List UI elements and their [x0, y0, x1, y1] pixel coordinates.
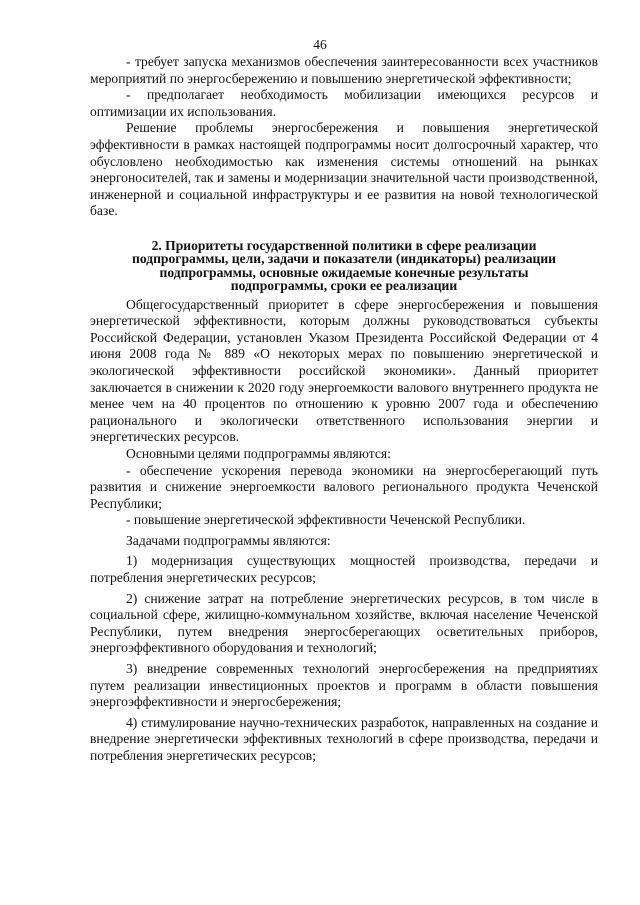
section-heading-line: подпрограммы, сроки ее реализации	[230, 278, 458, 294]
section-heading-line: 2. Приоритеты государственной политики в сфере реализации	[151, 237, 537, 253]
list-item-task-2: 2) снижение затрат на потребление энергетических ресурсов, в том числе в социальной сфере, жилищно-коммунальном хозяйстве, включая население Чеченской Республики, путем внедрения энергосберегающих осветительных приборов, энергоэффективного оборудования и технологий;	[90, 590, 598, 656]
list-item-task-4: 4) стимулирование научно-технических разработок, направленных на создание и внедрение энергетически эффективных технологий в сфере производства, передачи и потребления энергетических ресурсов;	[90, 714, 598, 763]
list-item-goal-2: - повышение энергетической эффективности Чеченской Республики.	[126, 512, 526, 528]
section-heading-line: подпрограммы, цели, задачи и показатели (индикаторы) реализации	[131, 251, 557, 267]
list-item-task-1: 1) модернизация существующих мощностей производства, передачи и потребления энергетических ресурсов;	[90, 553, 598, 586]
page-number: 46	[313, 37, 327, 52]
list-item-task-3: 3) внедрение современных технологий энергосбережения на предприятиях путем реализации инвестиционных проектов и программ в области повышения энергоэффективности и энергосбережения;	[90, 661, 598, 710]
paragraph-resource-mobilization: - предполагает необходимость мобилизации имеющихся ресурсов и оптимизации их использования.	[90, 87, 598, 119]
paragraph-goals-intro: Основными целями подпрограммы являются:	[126, 445, 391, 461]
section-heading	[90, 239, 598, 293]
paragraph-long-term-character: Решение проблемы энергосбережения и повышения энергетической эффективности в рамках настоящей подпрограммы носит долгосрочный характер, что обусловлено необходимостью как изменения системы отношений на рынках энергоносителей, так и замены и модернизации значительной части производственной, инженерной и социальной инфраструктуры и ее развития на новой технологической базе.	[90, 120, 598, 219]
paragraph-tasks-intro: Задачами подпрограммы являются:	[126, 532, 331, 548]
section-heading-line: подпрограммы, основные ожидаемые конечные результаты	[159, 264, 529, 280]
list-item-goal-1: - обеспечение ускорения перевода экономики на энергосберегающий путь развития и снижение энергоемкости валового регионального продукта Чеченской Республики;	[90, 462, 598, 511]
document-body	[90, 54, 598, 765]
paragraph-national-priority: Общегосударственный приоритет в сфере энергосбережения и повышения энергетической эффективности, которым должны руководствоваться субъекты Российской Федерации, установлен Указом Президента Российской Федерации от 4 июня 2008 года № 889 «О некоторых мерах по повышению энергетической и экологической эффективности российской экономики». Данный приоритет заключается в снижении к 2020 году энергоемкости валового внутреннего продукта не менее чем на 40 процентов по отношению к уровню 2007 года и обеспечению рационального и экологически ответственного использования энергии и энергетических ресурсов.	[90, 296, 598, 445]
paragraph-requirement-motivation: - требует запуска механизмов обеспечения заинтересованности всех участников мероприятий по энергосбережению и повышению энергетической эффективности;	[90, 54, 598, 86]
